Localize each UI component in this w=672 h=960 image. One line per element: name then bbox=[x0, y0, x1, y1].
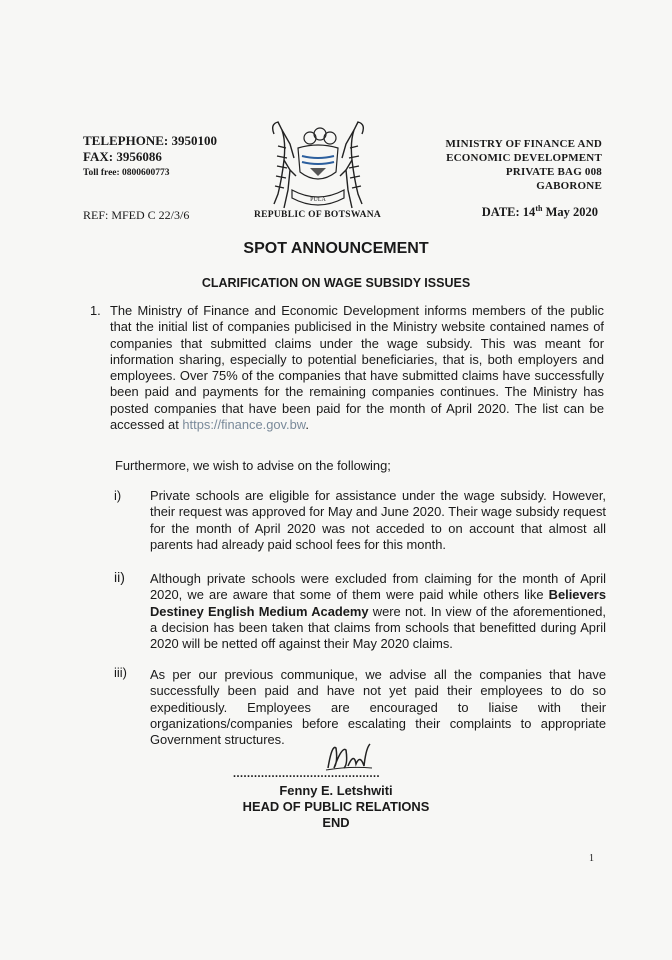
ministry-line: PRIVATE BAG 008 bbox=[505, 166, 602, 178]
ministry-line: GABORONE bbox=[536, 180, 602, 192]
item-label: ii) bbox=[114, 569, 125, 585]
paragraph-1-text: The Ministry of Finance and Economic Development informs members of the public that the initial list of companies publicised in the Ministry website contained names of companies that submitted claims under the wage subsidy. This was meant for information sharing, especially to potential beneficiaries, that is, both employers and employees. Over 75% of the companies that have submitted claims have successfully been paid and payments for the remaining companies continues. The Ministry has posted companies that have been paid for the month of April 2020. The list can be accessed at bbox=[110, 303, 604, 433]
crest-motto: PULA bbox=[310, 197, 326, 203]
date-month-year: May 2020 bbox=[542, 205, 598, 220]
signatory-name: Fenny E. Letshwiti bbox=[279, 783, 393, 798]
item-label: i) bbox=[114, 488, 122, 503]
page-number: 1 bbox=[589, 853, 594, 864]
date bbox=[482, 204, 598, 220]
signatory-position: HEAD OF PUBLIC RELATIONS bbox=[242, 799, 430, 814]
item-text-part: were not. In view of the aforementioned, a decision has been taken that claims from schools that benefitted during April 2020 will be netted off against their May 2020 claims. bbox=[150, 603, 607, 652]
republic-label: REPUBLIC OF BOTSWANA bbox=[254, 210, 382, 220]
finance-website-link[interactable]: https://finance.gov.bw bbox=[182, 417, 306, 433]
date-prefix: DATE: 14 bbox=[481, 205, 536, 220]
item-text: As per our previous communique, we advise all the companies that have successfully been paid and have not yet paid their employees to do so expeditiously. Employees are encouraged to liaise with their organizations/companies before escalating their complaints to appropriate Government structures. bbox=[150, 667, 606, 748]
end-marker: END bbox=[322, 815, 350, 830]
page-title: SPOT ANNOUNCEMENT bbox=[243, 240, 429, 257]
school-name: Believers Destiney English Medium Academy bbox=[150, 587, 606, 619]
toll-free: Toll free: 0800600773 bbox=[83, 168, 170, 178]
furthermore-line: Furthermore, we wish to advise on the following; bbox=[115, 458, 391, 473]
page-subtitle: CLARIFICATION ON WAGE SUBSIDY ISSUES bbox=[201, 276, 471, 290]
paragraph-number: 1. bbox=[90, 303, 101, 318]
coat-of-arms-icon bbox=[260, 120, 376, 216]
date-suffix-sup: th bbox=[535, 204, 543, 213]
item-text bbox=[150, 571, 606, 652]
paragraph-1 bbox=[110, 303, 604, 433]
telephone: TELEPHONE: 3950100 bbox=[83, 133, 217, 148]
reference: REF: MFED C 22/3/6 bbox=[83, 208, 190, 222]
ministry-line: ECONOMIC DEVELOPMENT bbox=[446, 152, 602, 164]
contact-block bbox=[83, 133, 217, 181]
fax: FAX: 3956086 bbox=[83, 149, 162, 164]
signature-line: .......................................... bbox=[233, 766, 380, 780]
ministry-address bbox=[446, 137, 603, 193]
paragraph-1-end: . bbox=[305, 417, 309, 433]
item-text: Private schools are eligible for assistance under the wage subsidy. However, their request was approved for May and June 2020. Their wage subsidy request for the month of April 2020 was not acceded to on account that almost all parents had already paid school fees for this month. bbox=[150, 488, 606, 552]
item-label: iii) bbox=[114, 665, 127, 680]
ministry-line: MINISTRY OF FINANCE AND bbox=[445, 138, 602, 150]
item-text-part: Although private schools were excluded from claiming for the month of April 2020, we are aware that some of them were paid while others like bbox=[150, 571, 606, 603]
